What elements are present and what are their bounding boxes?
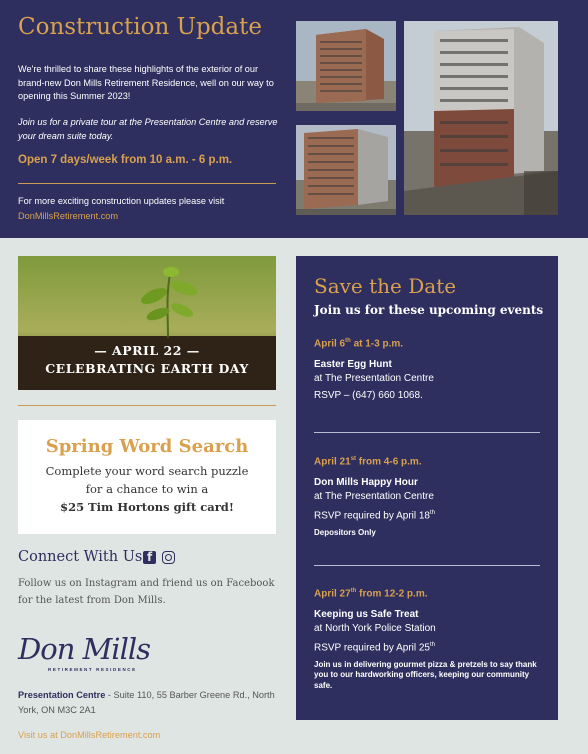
event-date: April 21st from 4-6 p.m. xyxy=(314,456,422,468)
event-name: Easter Egg Hunt xyxy=(314,359,392,371)
logo-tagline: RETIREMENT RESIDENCE xyxy=(48,667,137,672)
word-search-line: Complete your word search puzzle xyxy=(45,464,249,478)
word-search-title: Spring Word Search xyxy=(45,436,249,457)
instagram-icon[interactable] xyxy=(162,551,175,564)
facebook-icon[interactable]: f xyxy=(143,551,156,564)
connect-title: Connect With Us xyxy=(18,549,143,565)
event-item xyxy=(314,456,546,538)
tour-invitation: Join us for a private tour at the Presentation Centre and reserve your dream suite today. xyxy=(18,117,278,141)
save-the-date-panel xyxy=(296,256,558,720)
event-location: at The Presentation Centre xyxy=(314,491,434,503)
save-the-date-subtitle: Join us for these upcoming events xyxy=(314,303,544,317)
word-search-card xyxy=(18,420,276,534)
presentation-centre-address xyxy=(18,688,288,718)
save-the-date-title: Save the Date xyxy=(314,274,457,298)
event-date: April 27th from 12-2 p.m. xyxy=(314,588,428,600)
event-rsvp: RSVP required by April 18th xyxy=(314,510,436,522)
earth-day-title: CELEBRATING EARTH DAY xyxy=(45,361,249,376)
earth-day-banner xyxy=(18,256,276,390)
construction-update-title: Construction Update xyxy=(18,14,262,40)
follow-text: Follow us on Instagram and friend us on Facebook for the latest from Don Mills. xyxy=(18,578,275,606)
address-label: Presentation Centre xyxy=(18,690,106,700)
event-location: at The Presentation Centre xyxy=(314,373,434,385)
logo-wordmark: Don Mills xyxy=(18,632,151,666)
website-link[interactable]: DonMillsRetirement.com xyxy=(18,211,119,221)
construction-photo xyxy=(296,125,396,215)
divider xyxy=(18,183,276,184)
word-search-prize: $25 Tim Hortons gift card! xyxy=(60,500,234,514)
event-rsvp: RSVP required by April 25th xyxy=(314,642,436,654)
event-location: at North York Police Station xyxy=(314,623,436,635)
opening-hours: Open 7 days/week from 10 a.m. - 6 p.m. xyxy=(18,154,233,166)
construction-photo xyxy=(404,21,558,215)
visit-link[interactable]: Visit us at DonMillsRetirement.com xyxy=(18,730,161,740)
event-item xyxy=(314,588,546,691)
construction-intro: We're thrilled to share these highlights of the exterior of our brand-new Don Mills Retirement Residence, well on our way to opening this Summer 2023! xyxy=(18,64,274,101)
don-mills-logo xyxy=(18,632,178,680)
divider xyxy=(314,565,540,566)
more-updates-text: For more exciting construction updates please visit xyxy=(18,196,225,206)
event-date: April 6th at 1-3 p.m. xyxy=(314,338,404,350)
event-name: Don Mills Happy Hour xyxy=(314,477,418,489)
address-text: - Suite 110, 55 Barber Greene Rd., North York, ON M3C 2A1 xyxy=(18,690,275,715)
event-name: Keeping us Safe Treat xyxy=(314,609,419,621)
divider xyxy=(18,405,276,406)
construction-update-banner xyxy=(0,0,588,238)
event-note: Join us in delivering gourmet pizza & pretzels to say thank you to our hardworking officers, keeping our community safe. xyxy=(314,659,537,690)
event-note: Depositors Only xyxy=(314,527,376,537)
event-item xyxy=(314,338,546,404)
construction-photo xyxy=(296,21,396,111)
event-rsvp: RSVP – (647) 660 1068. xyxy=(314,390,423,402)
divider xyxy=(314,432,540,433)
word-search-line: for a chance to win a xyxy=(85,482,209,496)
earth-day-date: — APRIL 22 — xyxy=(94,343,200,358)
